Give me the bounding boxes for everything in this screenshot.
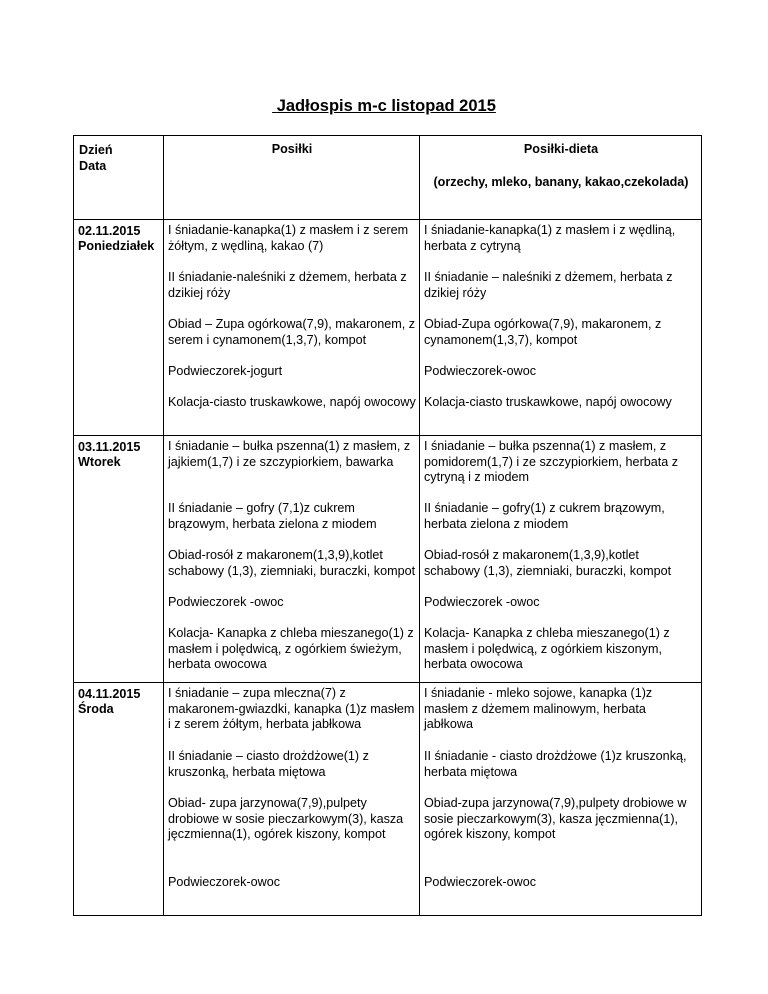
header-day-cell [74, 136, 164, 220]
day-date: 03.11.2015 [78, 440, 141, 454]
diet-item: Obiad-rosół z makaronem(1,3,9),kotlet schabowy (1,3), ziemniaki, buraczki, kompot [424, 548, 672, 578]
diet-item: I śniadanie - mleko sojowe, kanapka (1)z masłem z dżemem malinowym, herbata jabłkowa [424, 686, 653, 731]
diet-item: Obiad-Zupa ogórkowa(7,9), makaronem, z cynamonem(1,3,7), kompot [424, 317, 662, 347]
diet-cell [420, 220, 702, 436]
diet-item: Kolacja-ciasto truskawkowe, napój owocowy [424, 395, 672, 409]
meal-item: I śniadanie – bułka pszenna(1) z masłem, z jajkiem(1,7) i ze szczypiorkiem, bawarka [168, 439, 411, 469]
header-row [74, 136, 702, 220]
header-diet-sub-label: (orzechy, mleko, banany, kakao,czekolada) [433, 175, 689, 189]
meal-item: Kolacja- Kanapka z chleba mieszanego(1) z masłem i polędwicą, z ogórkiem świeżym, herbata owocowa [168, 626, 414, 671]
meal-item: Podwieczorek-jogurt [168, 364, 283, 378]
day-weekday: Środa [78, 702, 114, 716]
meal-item: Podwieczorek -owoc [168, 595, 284, 609]
day-cell [74, 220, 164, 436]
diet-item: Obiad-zupa jarzynowa(7,9),pulpety drobiowe w sosie pieczarkowym(3), kasza jęczmienna(1), ogórek kiszony, kompot [424, 796, 687, 841]
day-date: 04.11.2015 [78, 687, 141, 701]
meal-item: II śniadanie-naleśniki z dżemem, herbata z dzikiej róży [168, 270, 407, 300]
day-cell [74, 683, 164, 916]
day-date: 02.11.2015 [78, 224, 141, 238]
meal-item: I śniadanie-kanapka(1) z masłem i z serem żółtym, z wędliną, kakao (7) [168, 223, 409, 253]
header-date-label: Data [79, 159, 107, 173]
meal-item: Obiad- zupa jarzynowa(7,9),pulpety drobiowe w sosie pieczarkowym(3), kasza jęczmienna(1), ogórek kiszony, kompot [168, 796, 404, 841]
day-row [74, 436, 702, 683]
page-title [0, 97, 768, 116]
meal-item: Kolacja-ciasto truskawkowe, napój owocowy [168, 395, 416, 409]
day-weekday: Wtorek [78, 455, 121, 469]
diet-item: I śniadanie – bułka pszenna(1) z masłem, z pomidorem(1,7) i ze szczypiorkiem, herbata z cytryną i z miodem [424, 439, 679, 484]
day-cell [74, 436, 164, 683]
header-meals-cell [164, 136, 420, 220]
day-row [74, 220, 702, 436]
diet-item: II śniadanie - ciasto drożdżowe (1)z kruszonką, herbata miętowa [424, 749, 687, 779]
meal-item: I śniadanie – zupa mleczna(7) z makaronem-gwiazdki, kanapka (1)z masłem i z serem żółtym, herbata jabłkowa [168, 686, 415, 731]
meal-item: Obiad – Zupa ogórkowa(7,9), makaronem, z serem i cynamonem(1,3,7), kompot [168, 317, 416, 347]
diet-item: Podwieczorek-owoc [424, 875, 536, 889]
day-weekday: Poniedziałek [78, 239, 155, 253]
header-diet-label: Posiłki-dieta [523, 142, 599, 156]
meals-cell [164, 436, 420, 683]
title-text: Jadłospis m-c listopad 2015 [276, 97, 496, 115]
menu-table [73, 135, 702, 916]
meals-cell [164, 683, 420, 916]
meals-cell [164, 220, 420, 436]
header-day-label: Dzień [79, 143, 113, 157]
header-diet-cell [420, 136, 702, 220]
meal-item: II śniadanie – ciasto drożdżowe(1) z kruszonką, herbata miętowa [168, 749, 369, 779]
diet-item: Podwieczorek-owoc [424, 364, 536, 378]
diet-item: Podwieczorek -owoc [424, 595, 540, 609]
meal-item: Obiad-rosół z makaronem(1,3,9),kotlet schabowy (1,3), ziemniaki, buraczki, kompot [168, 548, 416, 578]
meal-item: II śniadanie – gofry (7,1)z cukrem brązowym, herbata zielona z miodem [168, 501, 377, 531]
day-row [74, 683, 702, 916]
meal-item: Podwieczorek-owoc [168, 875, 280, 889]
diet-cell [420, 683, 702, 916]
diet-item: II śniadanie – naleśniki z dżemem, herbata z dzikiej róży [424, 270, 673, 300]
diet-item: II śniadanie – gofry(1) z cukrem brązowym, herbata zielona z miodem [424, 501, 665, 531]
diet-item: I śniadanie-kanapka(1) z masłem i z wędliną, herbata z cytryną [424, 223, 676, 253]
header-meals-label: Posiłki [271, 142, 313, 156]
diet-item: Kolacja- Kanapka z chleba mieszanego(1) z masłem i polędwicą, z ogórkiem kiszonym, herbata owocowa [424, 626, 670, 671]
diet-cell [420, 436, 702, 683]
